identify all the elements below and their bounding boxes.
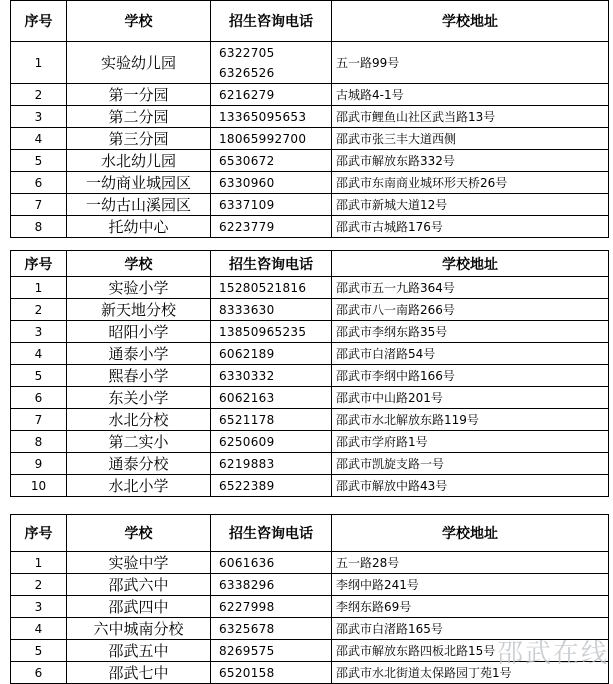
phone-cell — [211, 475, 332, 497]
phone-cell — [211, 640, 332, 662]
phone-number: 6330332 — [219, 368, 275, 383]
school-name: 昭阳小学 — [67, 321, 211, 343]
school-address: 邵武市解放中路43号 — [332, 475, 609, 497]
school-address: 邵武市五一九路364号 — [332, 277, 609, 299]
school-address: 邵武市白渚路54号 — [332, 343, 609, 365]
school-name: 第一分园 — [67, 84, 211, 106]
phone-number: 6326526 — [219, 65, 275, 80]
phone-number: 6325678 — [219, 621, 275, 636]
phone-number: 6219883 — [219, 456, 275, 471]
row-number: 6 — [11, 662, 67, 684]
school-address: 邵武市解放东路332号 — [332, 150, 609, 172]
school-address: 邵武市凯旋支路一号 — [332, 453, 609, 475]
table-row — [11, 106, 609, 128]
phone-cell — [211, 321, 332, 343]
school-address: 邵武市东南商业城环形天桥26号 — [332, 172, 609, 194]
row-number: 5 — [11, 365, 67, 387]
school-address: 邵武市白渚路165号 — [332, 618, 609, 640]
phone-cell — [211, 216, 332, 238]
row-number: 10 — [11, 475, 67, 497]
phone-number: 6216279 — [219, 87, 275, 102]
phone-cell — [211, 343, 332, 365]
row-number: 3 — [11, 596, 67, 618]
row-number: 3 — [11, 106, 67, 128]
spacer — [10, 497, 608, 514]
phone-cell — [211, 172, 332, 194]
school-name: 通泰分校 — [67, 453, 211, 475]
row-number: 5 — [11, 150, 67, 172]
row-number: 6 — [11, 172, 67, 194]
phone-number: 6530672 — [219, 153, 275, 168]
phone-cell — [211, 277, 332, 299]
school-address: 李纲东路69号 — [332, 596, 609, 618]
school-name: 实验小学 — [67, 277, 211, 299]
school-address: 邵武市水北街道太保路园丁苑1号 — [332, 662, 609, 684]
row-number: 5 — [11, 640, 67, 662]
table-row — [11, 216, 609, 238]
row-number: 3 — [11, 321, 67, 343]
table-row — [11, 84, 609, 106]
table-header-row — [11, 515, 609, 552]
row-number: 7 — [11, 194, 67, 216]
school-name: 实验幼儿园 — [67, 42, 211, 84]
phone-cell — [211, 150, 332, 172]
school-name: 水北分校 — [67, 409, 211, 431]
school-name: 一幼商业城园区 — [67, 172, 211, 194]
school-address: 五一路28号 — [332, 552, 609, 574]
row-number: 2 — [11, 574, 67, 596]
phone-cell — [211, 409, 332, 431]
table-row — [11, 431, 609, 453]
header-school: 学校 — [67, 251, 211, 277]
phone-number: 6062189 — [219, 346, 275, 361]
school-name: 托幼中心 — [67, 216, 211, 238]
school-address: 邵武市解放东路四板北路15号 — [332, 640, 609, 662]
row-number: 6 — [11, 387, 67, 409]
phone-number: 6061636 — [219, 555, 275, 570]
header-school: 学校 — [67, 1, 211, 42]
phone-cell — [211, 662, 332, 684]
phone-number: 18065992700 — [219, 131, 307, 146]
table-row — [11, 552, 609, 574]
school-address: 李纲中路241号 — [332, 574, 609, 596]
spacer — [10, 238, 608, 250]
phone-number: 13850965235 — [219, 324, 307, 339]
row-number: 7 — [11, 409, 67, 431]
school-address: 邵武市古城路176号 — [332, 216, 609, 238]
header-phone: 招生咨询电话 — [211, 251, 332, 277]
school-name: 第二实小 — [67, 431, 211, 453]
phone-number: 6521178 — [219, 412, 275, 427]
phone-number: 6223779 — [219, 219, 275, 234]
phone-number: 6250609 — [219, 434, 275, 449]
phone-cell — [211, 128, 332, 150]
school-address: 五一路99号 — [332, 42, 609, 84]
phone-number: 6330960 — [219, 175, 275, 190]
phone-number: 6337109 — [219, 197, 275, 212]
school-name: 东关小学 — [67, 387, 211, 409]
row-number: 8 — [11, 431, 67, 453]
phone-cell — [211, 299, 332, 321]
school-address: 邵武市水北解放东路119号 — [332, 409, 609, 431]
header-phone: 招生咨询电话 — [211, 1, 332, 42]
header-phone: 招生咨询电话 — [211, 515, 332, 552]
school-name: 新天地分校 — [67, 299, 211, 321]
table-row — [11, 128, 609, 150]
row-number: 4 — [11, 343, 67, 365]
school-name: 通泰小学 — [67, 343, 211, 365]
phone-cell — [211, 194, 332, 216]
school-name: 第二分园 — [67, 106, 211, 128]
table-row — [11, 475, 609, 497]
phone-cell — [211, 106, 332, 128]
header-no: 序号 — [11, 515, 67, 552]
phone-cell — [211, 453, 332, 475]
phone-number: 15280521816 — [219, 280, 307, 295]
table-row — [11, 150, 609, 172]
table-row — [11, 42, 609, 84]
school-name: 水北幼儿园 — [67, 150, 211, 172]
school-name: 邵武六中 — [67, 574, 211, 596]
row-number: 4 — [11, 618, 67, 640]
school-address: 邵武市八一南路266号 — [332, 299, 609, 321]
school-name: 邵武四中 — [67, 596, 211, 618]
school-address: 邵武市新城大道12号 — [332, 194, 609, 216]
school-name: 熙春小学 — [67, 365, 211, 387]
table-header-row — [11, 1, 609, 42]
table-row — [11, 365, 609, 387]
school-address: 邵武市中山路201号 — [332, 387, 609, 409]
table-row — [11, 409, 609, 431]
header-no: 序号 — [11, 1, 67, 42]
phone-cell — [211, 574, 332, 596]
table-row — [11, 172, 609, 194]
phone-cell — [211, 596, 332, 618]
school-name: 邵武五中 — [67, 640, 211, 662]
phone-number: 8269575 — [219, 643, 275, 658]
school-address: 古城路4-1号 — [332, 84, 609, 106]
table-header-row — [11, 251, 609, 277]
phone-cell — [211, 42, 332, 84]
table-row — [11, 343, 609, 365]
watermark-logo: 邵武在线 — [496, 639, 609, 669]
table-row — [11, 453, 609, 475]
header-address: 学校地址 — [332, 515, 609, 552]
row-number: 2 — [11, 299, 67, 321]
phone-cell — [211, 84, 332, 106]
table-row — [11, 574, 609, 596]
phone-cell — [211, 552, 332, 574]
header-address: 学校地址 — [332, 1, 609, 42]
phone-number: 13365095653 — [219, 109, 307, 124]
row-number: 8 — [11, 216, 67, 238]
kindergarten-table — [10, 0, 609, 238]
phone-number: 6338296 — [219, 577, 275, 592]
table-row — [11, 596, 609, 618]
school-name: 水北小学 — [67, 475, 211, 497]
row-number: 4 — [11, 128, 67, 150]
table-row — [11, 321, 609, 343]
row-number: 1 — [11, 277, 67, 299]
phone-cell — [211, 365, 332, 387]
row-number: 1 — [11, 42, 67, 84]
row-number: 1 — [11, 552, 67, 574]
school-name: 第三分园 — [67, 128, 211, 150]
row-number: 9 — [11, 453, 67, 475]
primary-school-table — [10, 250, 609, 497]
phone-number: 6522389 — [219, 478, 275, 493]
school-directory — [10, 0, 608, 684]
school-address: 邵武市学府路1号 — [332, 431, 609, 453]
phone-number: 6520158 — [219, 665, 275, 680]
school-name: 邵武七中 — [67, 662, 211, 684]
school-address: 邵武市李纲东路35号 — [332, 321, 609, 343]
phone-number: 6227998 — [219, 599, 275, 614]
header-no: 序号 — [11, 251, 67, 277]
phone-cell — [211, 431, 332, 453]
school-address: 邵武市李纲中路166号 — [332, 365, 609, 387]
school-name: 实验中学 — [67, 552, 211, 574]
phone-cell — [211, 387, 332, 409]
school-name: 一幼古山溪园区 — [67, 194, 211, 216]
table-row — [11, 387, 609, 409]
phone-number: 6062163 — [219, 390, 275, 405]
table-row — [11, 299, 609, 321]
table-row — [11, 277, 609, 299]
phone-number: 6322705 — [219, 45, 275, 60]
school-address: 邵武市鲤鱼山社区武当路13号 — [332, 106, 609, 128]
school-name: 六中城南分校 — [67, 618, 211, 640]
school-address: 邵武市张三丰大道西侧 — [332, 128, 609, 150]
table-row — [11, 194, 609, 216]
header-address: 学校地址 — [332, 251, 609, 277]
phone-cell — [211, 618, 332, 640]
phone-number: 8333630 — [219, 302, 275, 317]
row-number: 2 — [11, 84, 67, 106]
header-school: 学校 — [67, 515, 211, 552]
